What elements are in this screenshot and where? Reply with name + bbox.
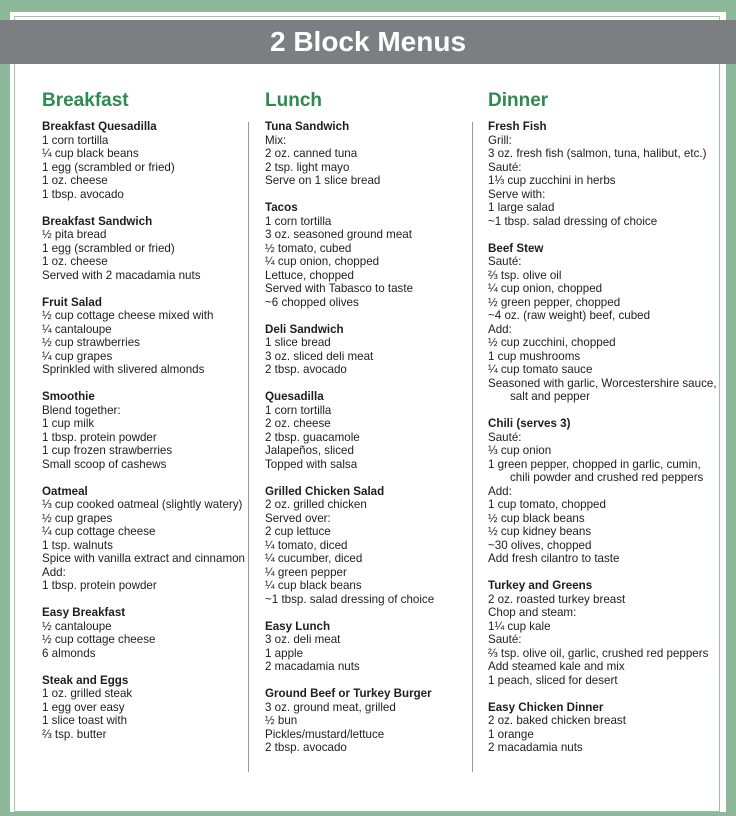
menu-list <box>42 120 245 741</box>
ingredient-line: 1 green pepper, chopped in garlic, cumin, <box>488 457 701 471</box>
ingredient-line: 1 egg (scrambled or fried) <box>42 241 175 255</box>
ingredient-line: ⅔ tsp. olive oil <box>488 268 562 282</box>
ingredient-line: Served with Tabasco to taste <box>265 282 414 295</box>
ingredient-line: ¼ cup tomato sauce <box>488 363 593 376</box>
ingredient-line: 1 cup mushrooms <box>488 349 581 363</box>
menu-item-title: Breakfast Sandwich <box>42 214 153 228</box>
ingredient-line: ⅓ cup cooked oatmeal (slightly watery) <box>42 498 243 511</box>
ingredient-line: 3 oz. seasoned ground meat <box>265 228 412 241</box>
ingredient-line: ½ tomato, cubed <box>265 241 352 255</box>
ingredient-line: Sauté: <box>488 430 522 444</box>
ingredient-line: 3 oz. fresh fish (salmon, tuna, halibut, etc.) <box>488 147 707 160</box>
menu-item <box>42 674 242 742</box>
ingredient-line: Sauté: <box>488 633 522 646</box>
ingredient-line: chili powder and crushed red peppers <box>510 471 704 484</box>
ingredient-line: Small scoop of cashews <box>42 457 167 471</box>
ingredient-line: ¼ cup black beans <box>42 147 139 160</box>
ingredient-line: ½ cup zucchini, chopped <box>488 336 616 349</box>
ingredient-line: Add: <box>488 322 512 336</box>
ingredient-line: Served with 2 macadamia nuts <box>42 268 201 282</box>
menu-item-title: Grilled Chicken Salad <box>265 484 385 498</box>
ingredient-line: ⅔ tsp. olive oil, garlic, crushed red peppers <box>488 646 709 660</box>
menu-item <box>265 687 465 755</box>
ingredient-line: ~30 olives, chopped <box>488 538 592 552</box>
ingredient-line: 2 oz. cheese <box>265 417 331 430</box>
menu-item <box>488 120 718 228</box>
ingredient-line: 1⅓ cup zucchini in herbs <box>488 174 616 187</box>
menu-item-title: Chili (serves 3) <box>488 417 571 430</box>
ingredient-line: 1 cup tomato, chopped <box>488 498 606 511</box>
menu-item-title: Tuna Sandwich <box>265 120 350 133</box>
ingredient-line: Serve with: <box>488 187 546 201</box>
ingredient-line: ½ cup cottage cheese mixed with <box>42 309 214 322</box>
ingredient-line: Seasoned with garlic, Worcestershire sauce, <box>488 376 717 390</box>
ingredient-line: ½ cup strawberries <box>42 336 140 349</box>
ingredient-line: 1 large salad <box>488 201 555 214</box>
ingredient-line: ½ pita bread <box>42 228 107 241</box>
ingredient-line: 1 tsp. walnuts <box>42 538 113 552</box>
ingredient-line: 6 almonds <box>42 646 96 660</box>
ingredient-line: Served over: <box>265 511 331 525</box>
ingredient-line: ¼ cup black beans <box>265 579 362 592</box>
column-heading: Breakfast <box>42 90 129 111</box>
menu-item-title: Breakfast Quesadilla <box>42 120 157 133</box>
menu-item-title: Easy Breakfast <box>42 606 126 619</box>
ingredient-line: 1 slice toast with <box>42 714 128 727</box>
ingredient-line: 2 oz. roasted turkey breast <box>488 592 626 606</box>
menu-item-title: Easy Lunch <box>265 619 331 633</box>
menu-item-title: Turkey and Greens <box>488 579 593 592</box>
ingredient-line: 1 cup milk <box>42 417 95 430</box>
menu-item-title: Quesadilla <box>265 390 324 403</box>
ingredient-line: ~4 oz. (raw weight) beef, cubed <box>488 309 651 322</box>
ingredient-line: 2 tbsp. guacamole <box>265 430 360 444</box>
menu-item <box>42 390 242 471</box>
ingredient-line: Blend together: <box>42 403 121 417</box>
ingredient-line: ½ cup kidney beans <box>488 525 592 538</box>
menu-item-title: Deli Sandwich <box>265 322 344 336</box>
ingredient-line: 2 tbsp. avocado <box>265 741 347 754</box>
menu-item <box>265 390 465 471</box>
ingredient-line: 1 egg over easy <box>42 700 125 714</box>
menu-item-title: Fresh Fish <box>488 120 547 133</box>
ingredient-line: 1 corn tortilla <box>265 214 332 228</box>
ingredient-line: ¼ tomato, diced <box>265 538 348 552</box>
column-heading: Lunch <box>265 90 322 111</box>
ingredient-line: ~6 chopped olives <box>265 295 359 309</box>
column-divider <box>472 122 473 772</box>
ingredient-line: 1 orange <box>488 727 534 741</box>
ingredient-line: 1 apple <box>265 646 304 660</box>
ingredient-line: Serve on 1 slice bread <box>265 174 381 187</box>
ingredient-line: 3 oz. sliced deli meat <box>265 349 374 363</box>
ingredient-line: ¼ green pepper <box>265 565 347 579</box>
ingredient-line: 1 oz. cheese <box>42 174 108 187</box>
ingredient-line: 1 corn tortilla <box>42 133 109 147</box>
menu-item <box>488 701 718 755</box>
ingredient-line: ½ cup black beans <box>488 511 585 525</box>
ingredient-line: ½ cantaloupe <box>42 619 112 633</box>
menu-item-title: Beef Stew <box>488 241 544 255</box>
menu-item <box>42 120 242 201</box>
page-title: 2 Block Menus <box>0 20 736 64</box>
menu-item <box>488 579 718 687</box>
ingredient-line: 1 tbsp. avocado <box>42 187 124 201</box>
ingredient-line: 2 oz. canned tuna <box>265 147 358 160</box>
menu-item-title: Easy Chicken Dinner <box>488 700 604 714</box>
ingredient-line: ½ bun <box>265 714 298 727</box>
ingredient-line: 1 oz. grilled steak <box>42 687 133 700</box>
menu-item <box>265 120 465 188</box>
ingredient-line: ½ green pepper, chopped <box>488 295 621 309</box>
menu-item-title: Oatmeal <box>42 484 88 498</box>
menu-item <box>265 201 465 309</box>
ingredient-line: 1 tbsp. protein powder <box>42 430 157 444</box>
ingredient-line: Topped with salsa <box>265 457 358 471</box>
ingredient-line: ¼ cup cottage cheese <box>42 525 156 538</box>
lunch-column <box>265 88 465 778</box>
ingredient-line: Add steamed kale and mix <box>488 660 625 673</box>
ingredient-line: 2 tsp. light mayo <box>265 160 350 174</box>
ingredient-line: 1 slice bread <box>265 336 331 349</box>
ingredient-line: 1 tbsp. protein powder <box>42 579 157 592</box>
ingredient-line: Add fresh cilantro to taste <box>488 552 620 565</box>
ingredient-line: 1¼ cup kale <box>488 619 551 633</box>
ingredient-line: 1 egg (scrambled or fried) <box>42 160 175 174</box>
column-divider <box>248 122 249 772</box>
ingredient-line: Add: <box>488 484 512 498</box>
dinner-column <box>488 88 718 778</box>
ingredient-line: ½ cup grapes <box>42 511 113 525</box>
menu-item-title: Smoothie <box>42 390 95 403</box>
ingredient-line: ¼ cup grapes <box>42 349 113 363</box>
ingredient-line: 2 macadamia nuts <box>265 660 360 673</box>
menu-list <box>488 120 718 755</box>
ingredient-line: 1 corn tortilla <box>265 403 332 417</box>
column-heading: Dinner <box>488 90 549 111</box>
ingredient-line: Add: <box>42 565 66 579</box>
menu-item-title: Steak and Eggs <box>42 673 129 687</box>
ingredient-line: 2 cup lettuce <box>265 525 331 538</box>
ingredient-line: Spice with vanilla extract and cinnamon <box>42 552 245 565</box>
ingredient-line: 2 tbsp. avocado <box>265 363 347 376</box>
ingredient-line: 2 macadamia nuts <box>488 741 583 754</box>
ingredient-line: 1 peach, sliced for desert <box>488 673 618 687</box>
menu-item <box>42 296 242 377</box>
ingredient-line: Lettuce, chopped <box>265 268 354 282</box>
ingredient-line: 1 cup frozen strawberries <box>42 444 173 457</box>
breakfast-column <box>42 88 245 778</box>
menu-item <box>265 485 465 607</box>
menu-item-title: Fruit Salad <box>42 295 102 309</box>
ingredient-line: Sauté: <box>488 160 522 174</box>
ingredient-line: ~1 tbsp. salad dressing of choice <box>488 214 658 228</box>
ingredient-line: Sprinkled with slivered almonds <box>42 363 205 376</box>
ingredient-line: Jalapeños, sliced <box>265 444 354 457</box>
ingredient-line: Pickles/mustard/lettuce <box>265 727 385 741</box>
menu-item-title: Tacos <box>265 201 298 214</box>
menu-item <box>42 215 242 283</box>
menu-item <box>488 417 718 566</box>
ingredient-line: ~1 tbsp. salad dressing of choice <box>265 592 435 606</box>
ingredient-line: ¼ cup onion, chopped <box>488 282 603 295</box>
ingredient-line: 2 oz. baked chicken breast <box>488 714 626 727</box>
ingredient-line: Chop and steam: <box>488 606 577 619</box>
ingredient-line: ⅓ cup onion <box>488 444 552 457</box>
ingredient-line: ¼ cucumber, diced <box>265 552 363 565</box>
ingredient-line: 3 oz. deli meat <box>265 633 341 646</box>
ingredient-line: 1 oz. cheese <box>42 255 108 268</box>
menu-item <box>42 606 242 660</box>
ingredient-line: Sauté: <box>488 255 522 268</box>
ingredient-line: ⅔ tsp. butter <box>42 727 107 741</box>
menu-list <box>265 120 465 755</box>
ingredient-line: ¼ cup onion, chopped <box>265 255 380 268</box>
menu-item-title: Ground Beef or Turkey Burger <box>265 687 432 700</box>
ingredient-line: Grill: <box>488 133 512 147</box>
ingredient-line: salt and pepper <box>510 390 590 403</box>
ingredient-line: Mix: <box>265 133 287 147</box>
menu-item <box>42 484 245 593</box>
menu-item <box>265 323 465 377</box>
ingredient-line: ½ cup cottage cheese <box>42 633 156 646</box>
ingredient-line: 2 oz. grilled chicken <box>265 498 367 511</box>
ingredient-line: ¼ cantaloupe <box>42 322 112 336</box>
menu-item <box>265 620 465 674</box>
ingredient-line: 3 oz. ground meat, grilled <box>265 700 396 714</box>
menu-item <box>488 242 718 404</box>
